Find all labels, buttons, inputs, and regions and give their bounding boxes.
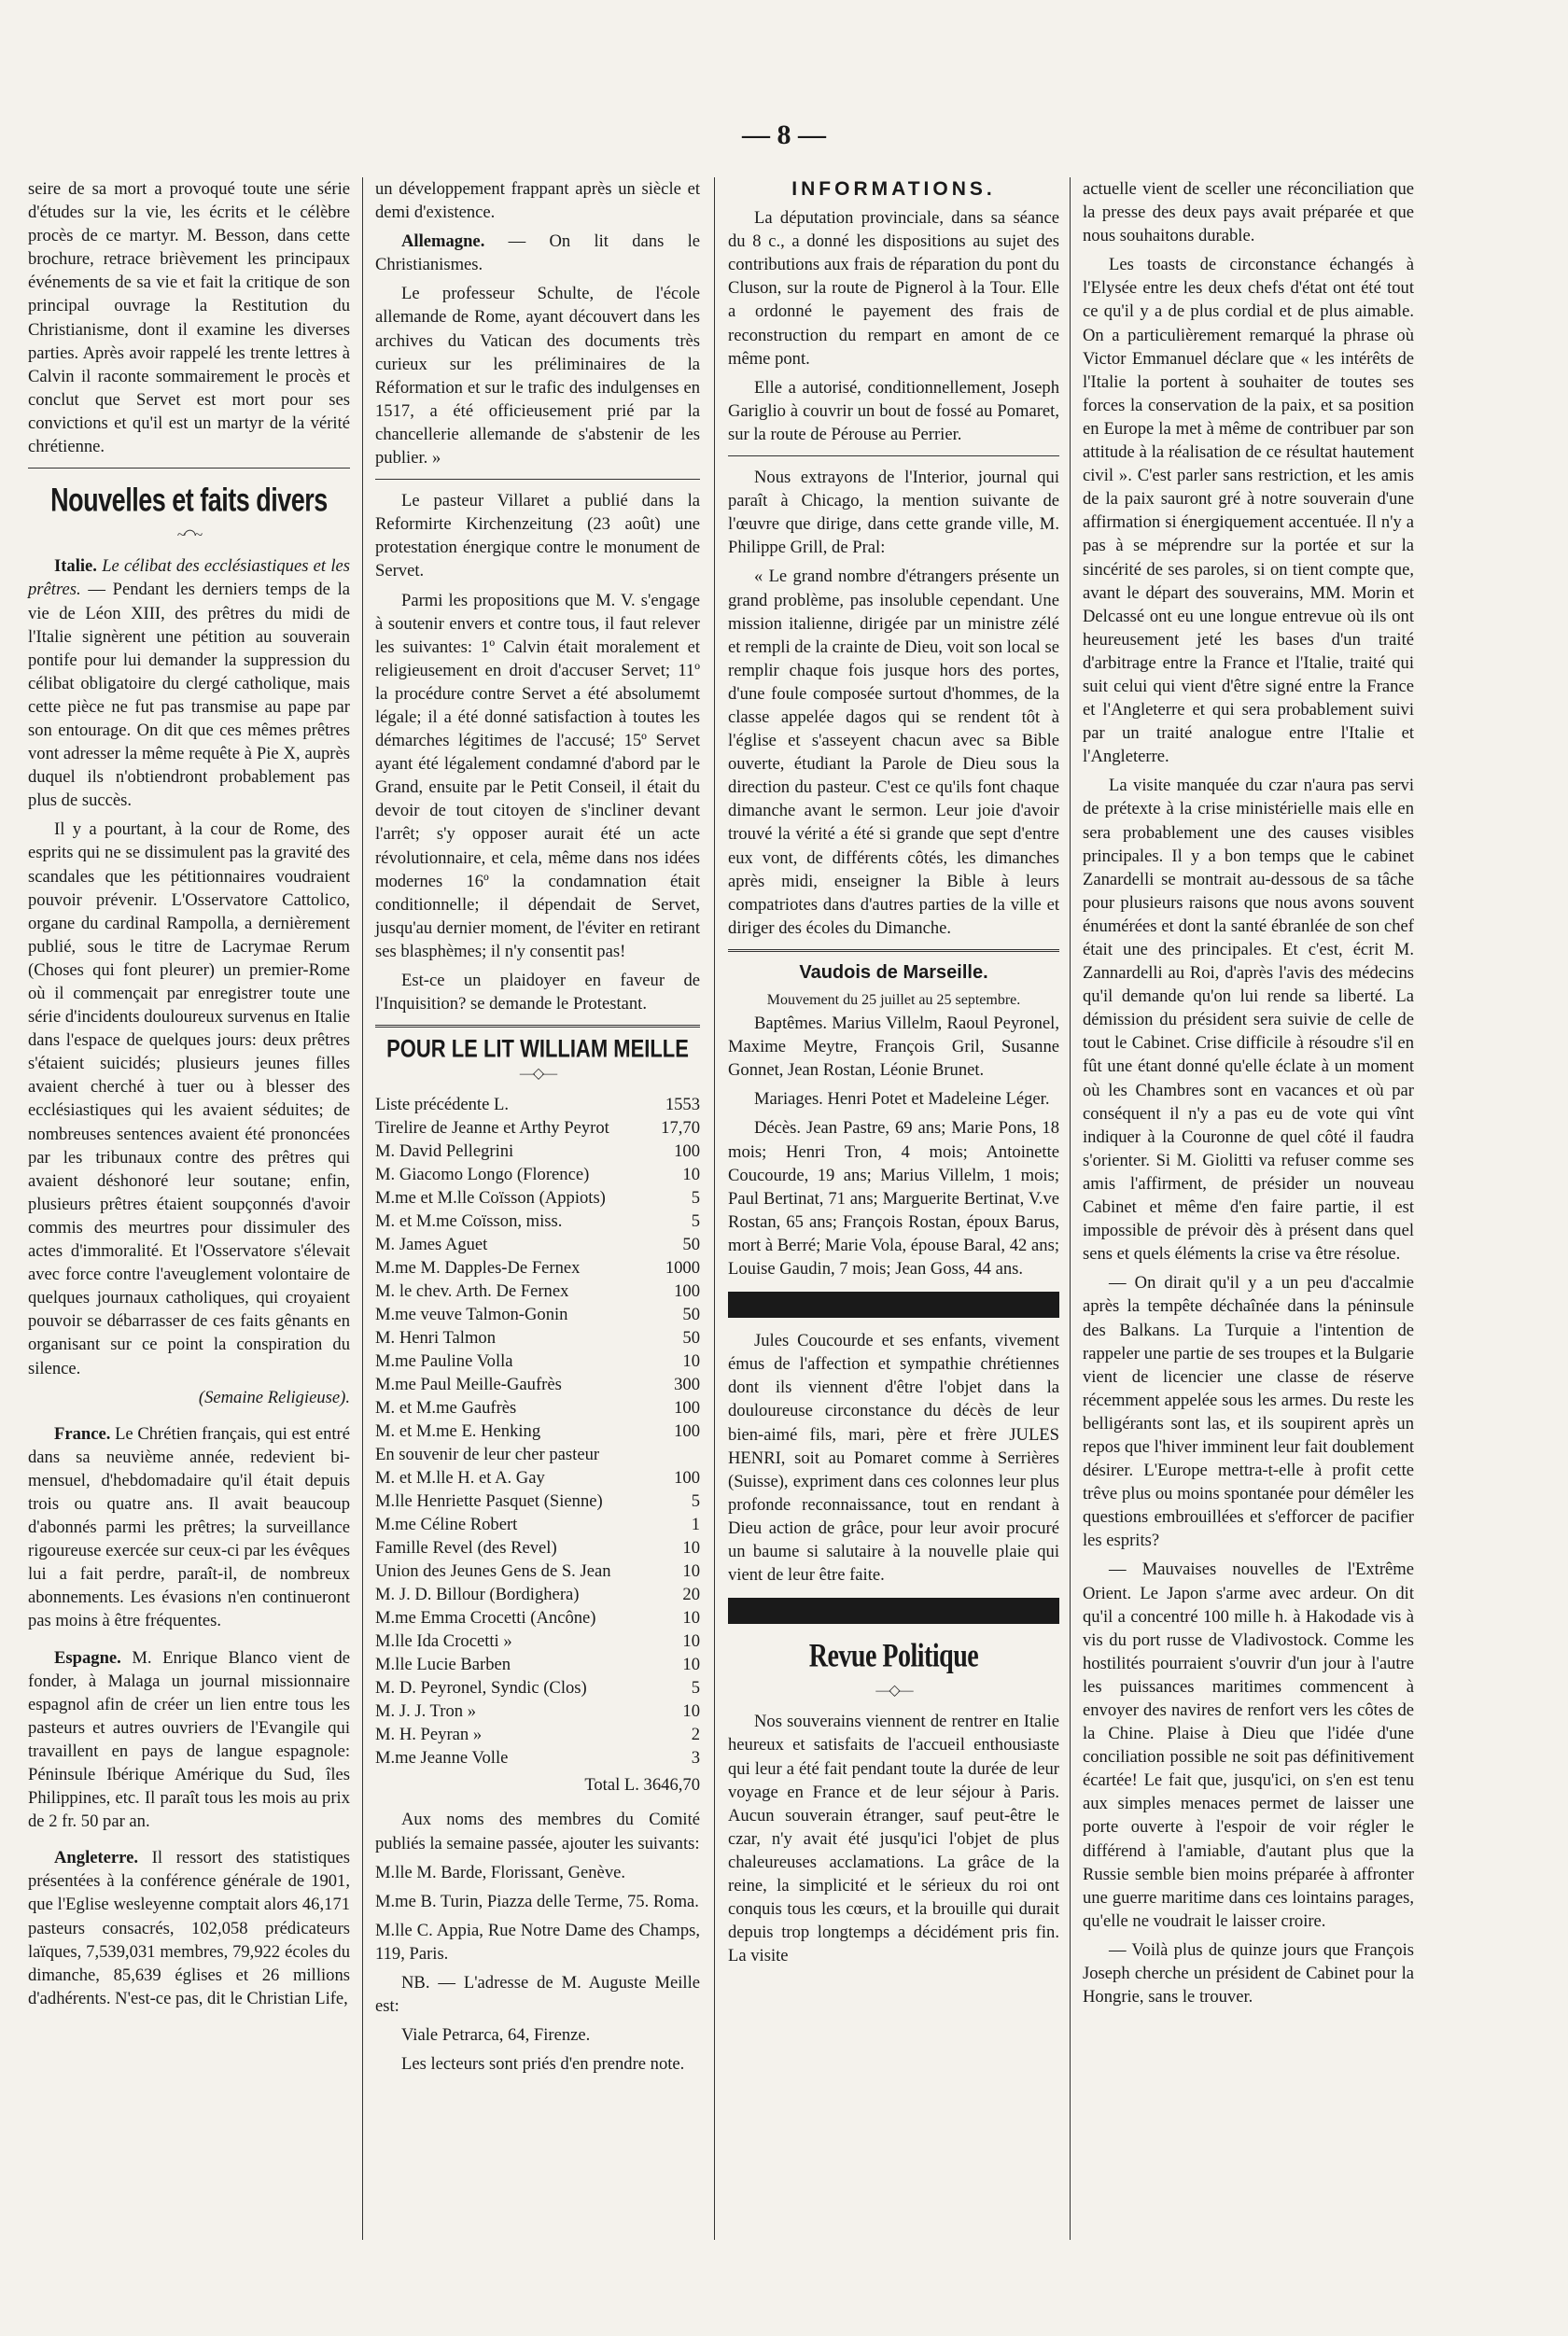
donation-amount: 1 <box>691 1515 700 1535</box>
donation-total: Total L. 3646,70 <box>584 1775 700 1796</box>
donor-name: M. et M.me E. Henking <box>375 1421 541 1442</box>
divider <box>728 455 1059 456</box>
donation-amount: 100 <box>674 1468 700 1489</box>
paragraph: — Mauvaises nouvelles de l'Extrême Orient. Le Japon s'arme avec ardeur. On dit qu'il a concentré 100 mille h. à Hakodade vis à vis du port russe de Vladivostock. Comme les hostilités pourraient s'ouvrir d'un jour à l'autre les puissances maritimes commencent à envoyer des navires de renfort vers les côtes de la Chine. Plaise à Dieu que l'idée d'une conciliation possible ne soit pas définitivement écartée! Le fait que, jusqu'ici, on s'en est tenu aux simples menaces permet de laisser une porte ouverte à l'espoir de voir régler le différend à l'amiable, d'autant plus que la Russie semble bien moins préparée à affronter une guerre maritime dans ces lointains parages, qu'elle ne voudrait le laisser croire. <box>1083 1560 1414 1931</box>
donation-row <box>375 1536 700 1560</box>
donation-row <box>375 1443 700 1466</box>
donation-row <box>375 1420 700 1443</box>
donation-row <box>375 1093 700 1116</box>
donor-name: M.me et M.lle Coïsson (Appiots) <box>375 1188 606 1209</box>
donor-name: M.me Emma Crocetti (Ancône) <box>375 1608 596 1629</box>
donation-amount: 10 <box>682 1608 700 1629</box>
lead-word: Espagne. <box>54 1647 121 1668</box>
column-rule <box>1070 177 1071 2240</box>
donation-list <box>375 1093 700 1769</box>
donation-row <box>375 1186 700 1210</box>
donor-name: M. J. J. Tron » <box>375 1701 476 1722</box>
donation-amount: 300 <box>674 1375 700 1395</box>
paragraph-espagne <box>28 1646 350 1834</box>
paragraph: Elle a autorisé, conditionnellement, Joseph Gariglio à couvrir un bout de fossé au Pomaret, sur la route de Pérouse au Perrier. <box>728 377 1059 444</box>
donation-row <box>375 1163 700 1186</box>
lead-word: France. <box>54 1423 111 1444</box>
paragraph: — Voilà plus de quinze jours que François Joseph cherche un président de Cabinet pour la Hongrie, sans le trouver. <box>1083 1939 1414 2007</box>
column-rule <box>714 177 715 2240</box>
address: M.me B. Turin, Piazza delle Terme, 75. Roma. <box>375 1891 699 1911</box>
ornament: ~◠~ <box>176 527 202 544</box>
paragraph: Aux noms des membres du Comité publiés la semaine passée, ajouter les suivants: <box>375 1810 700 1853</box>
donation-row <box>375 1116 700 1140</box>
donation-row <box>375 1560 700 1583</box>
donation-amount: 17,70 <box>661 1118 700 1139</box>
subheading: Le célibat des ecclésiastiques et les prêtres. <box>28 556 350 600</box>
donation-amount: 5 <box>691 1491 700 1512</box>
donation-amount: 100 <box>674 1421 700 1442</box>
donation-row <box>375 1490 700 1513</box>
donation-row <box>375 1233 700 1256</box>
donation-amount: 10 <box>682 1561 700 1582</box>
donation-amount: 3 <box>691 1748 700 1769</box>
donor-name: M. D. Peyronel, Syndic (Clos) <box>375 1678 587 1699</box>
donation-row <box>375 1373 700 1396</box>
mourning-bar <box>728 1598 1059 1624</box>
section-title: Nouvelles et faits divers <box>50 482 328 519</box>
lead-word: Allemagne. <box>401 231 485 252</box>
column-rule <box>362 177 363 2240</box>
donation-amount: 10 <box>682 1655 700 1675</box>
donor-name: M. Giacomo Longo (Florence) <box>375 1165 590 1185</box>
divider <box>375 1025 700 1028</box>
address: M.lle M. Barde, Florissant, Genève. <box>375 1862 626 1882</box>
paragraph-text: — Pendant les derniers temps de la vie de Léon XIII, des prêtres du midi de l'Italie signèrent une pétition au souverain pontife pour lui demander la suppression du célibat obligatoire du clergé catholique, mais cette pièce ne fut pas transmise au pape par son entourage. On dit que ces mêmes prêtres vont adresser la même requête à Pie X, auprès duquel ils n'obtiendront probablement pas plus de succès. <box>28 580 351 811</box>
donation-row <box>375 1700 700 1723</box>
paragraph: seire de sa mort a provoqué toute une série d'études sur la vie, les écrits et le célèbre procès de ce martyr. M. Besson, dans cette brochure, retrace brièvement les principaux événements de sa vie et fait la critique de son principal ouvrage la Restitution du Christianisme, dont il examine les diverses parties. Après avoir rappelé les trente lettres à Calvin il raconte sommairement le procès et conclut que Servet est mort pour ses convictions et qu'il est un martyr de la vérité chrétienne. <box>28 179 350 457</box>
paragraph: Il y a pourtant, à la cour de Rome, des esprits qui ne se dissimulent pas la gravité des scandales que les pétitionnaires voudraient pouvoir prévenir. L'Osservatore Cattolico, organe du cardinal Rampolla, a dernièrement publié, sous le titre de Lacrymae Rerum (Choses qui font pleurer) un premier-Rome où il commençait par enregistrer toute une série d'incidents douloureux survenus en Italie dans l'espace de quelques jours: deux prêtres s'étaient suicidés; plusieurs jeunes filles avaient cherché à tuer ou à blesser des ecclésiastiques qui les avaient séduites; de nombreuses sentences avaient été prononcées par les tribunaux contre des prêtres qui avaient déshonoré leur soutane; enfin, plusieurs prêtres étaient soupçonnés d'avoir commis des meurtres pour dissimuler des actes d'immoralité. Et l'Osservatore s'élevait avec force contre l'aveuglement volontaire de quelques journaux catholiques, qui croyaient pouvoir se débarrasser de ces faits gênants en organisant sur ce point la conspiration du silence. <box>28 819 350 1378</box>
paragraph-text: — On lit dans le Christianismes. <box>375 231 700 275</box>
donor-name: Famille Revel (des Revel) <box>375 1538 557 1559</box>
donation-amount: 10 <box>682 1701 700 1722</box>
donor-name: M.lle Henriette Pasquet (Sienne) <box>375 1491 603 1512</box>
paragraph: Nous extrayons de l'Interior, journal qui paraît à Chicago, la mention suivante de l'œuvre que dirige, dans cette grande ville, M. Philippe Grill, de Pral: <box>728 468 1059 558</box>
paragraph: Mariages. Henri Potet et Madeleine Léger. <box>754 1089 1050 1110</box>
donor-name: M. et M.lle H. et A. Gay <box>375 1468 545 1489</box>
paragraph: Les lecteurs sont priés d'en prendre note. <box>401 2054 685 2075</box>
source <box>28 1386 350 1409</box>
donation-amount: 10 <box>682 1165 700 1185</box>
paragraph: actuelle vient de sceller une réconciliation que la presse des deux pays avait préparée et que nous souhaitons durable. <box>1083 179 1414 246</box>
paragraph: La députation provinciale, dans sa séance du 8 c., a donné les dispositions au sujet des contributions aux frais de réparation du pont du Cluson, sur la route de Pignerol à la Tour. Elle a ordonné le payement des frais de reconstruction du rempart en amont de ce même pont. <box>728 208 1059 369</box>
donation-row <box>375 1513 700 1536</box>
donation-amount: 5 <box>691 1211 700 1232</box>
paragraph-allemagne <box>375 230 700 276</box>
donation-row <box>375 1466 700 1490</box>
donor-name: M. et M.me Gaufrès <box>375 1398 517 1419</box>
paragraph: La visite manquée du czar n'aura pas servi de prétexte à la crise ministérielle mais elle en sera probablement une des causes visibles principales. Il y a bon temps que le cabinet Zanardelli se montrait au-dessous de sa tâche pour plusieurs raisons que nous avons souvent énumérées et dont la santé ébranlée de son chef était une des principales. Et c'est, écrit M. Zannardelli au Roi, d'après l'avis des médecins qu'il demande qu'on lui rende sa liberté. La démission du président sera suivie de celle de tout le Cabinet. Crise difficile à résoudre s'il en fût une étant donné qu'elle éclate à un moment où les Chambres sont en vacances et où par conséquent il n'y a pas eu de vote qui vînt indiquer à la Couronne de quel côté il faudra s'orienter. Si M. Giolitti va refuser comme ses amis l'affirment, de présider un nouveau Cabinet et même d'en faire partie, il est impossible de prévoir dès à présent dans quel sens et quels éléments la crise va être résolue. <box>1083 776 1414 1265</box>
donation-row <box>375 1280 700 1303</box>
donation-row <box>375 1326 700 1350</box>
donor-name: M.lle Lucie Barben <box>375 1655 511 1675</box>
donation-amount: 20 <box>682 1585 700 1605</box>
column-1 <box>28 177 350 2016</box>
donation-amount: 5 <box>691 1678 700 1699</box>
mourning-bar <box>728 1292 1059 1318</box>
paragraph: Est-ce un plaidoyer en faveur de l'Inquisition? se demande le Protestant. <box>375 971 700 1014</box>
donor-name: M. J. D. Billour (Bordighera) <box>375 1585 580 1605</box>
donor-name: M.me Céline Robert <box>375 1515 518 1535</box>
donation-amount: 50 <box>682 1328 700 1349</box>
paragraph: NB. — L'adresse de M. Auguste Meille est: <box>375 1973 700 2017</box>
donor-name: M.me veuve Talmon-Gonin <box>375 1305 568 1325</box>
donor-name: M.me Pauline Volla <box>375 1351 513 1372</box>
paragraph-france <box>28 1422 350 1633</box>
paragraph-angleterre <box>28 1846 350 2010</box>
donation-amount: 50 <box>682 1235 700 1255</box>
column-4 <box>1083 177 1414 2014</box>
donation-amount: 5 <box>691 1188 700 1209</box>
donation-amount: 100 <box>674 1141 700 1162</box>
donation-amount: 100 <box>674 1398 700 1419</box>
paragraph-text: M. Enrique Blanco vient de fonder, à Malaga un journal missionnaire espagnol afin de créer un lien entre tous les pasteurs et autres ouvriers de l'Evangile qui travaillent en pays de langue espagnole: Péninsule Ibérique Amérique du Sud, îles Philippines, etc. Il paraît tous les mois au prix de 2 fr. 50 par an. <box>28 1647 350 1832</box>
donation-amount: 10 <box>682 1351 700 1372</box>
source-text: (Semaine Religieuse). <box>198 1387 350 1407</box>
donation-row <box>375 1630 700 1653</box>
divider <box>28 468 350 469</box>
paragraph: — On dirait qu'il y a un peu d'accalmie après la tempête déchaînée dans la péninsule des Balkans. La Turquie a l'intention de rappeler une partie de ses troupes et la Bulgarie vient de licencier une classe de réserve récemment appelée sous les armes. Du reste les belligérants sont las, et ils soupirent après un repos que l'hiver imminent leur fait doublement désirer. L'Europe mettra-t-elle à profit cette trêve plus ou moins spontanée pour démêler les questions embrouillées et s'efforcer de pacifier les esprits? <box>1083 1273 1414 1551</box>
donor-name: M.me Jeanne Volle <box>375 1748 509 1769</box>
ornament: —◇— <box>875 1683 912 1700</box>
paragraph-text: Le Chrétien français, qui est entré dans sa neuvième année, redevient bi-mensuel, d'hebdomadaire qu'il était depuis trois ou quatre ans. Il avait beaucoup d'abonnés parmi les prêtres; la surveillance rigoureuse exercée sur ceux-ci par les évêques lui a fait perdre, paraît-il, de nombreux abonnements. Les évasions n'en continueront pas moins à être fréquentes. <box>28 1423 351 1631</box>
lead-word: Italie. <box>54 556 97 577</box>
column-2 <box>375 177 700 2081</box>
donor-name: M.me M. Dapples-De Fernex <box>375 1258 581 1279</box>
donation-row <box>375 1583 700 1606</box>
paragraph: Décès. Jean Pastre, 69 ans; Marie Pons, 18 mois; Henri Tron, 4 mois; Antoinette Coucourde, 19 ans; Marius Villelm, 1 mois; Paul Bertinat, 71 ans; Marguerite Bertinat, V.ve Rostan, 65 ans; François Rostan, époux Barus, mort à Berré; Marie Vola, épouse Baral, 42 ans; Louise Gaudin, 7 mois; Jean Goss, 44 ans. <box>728 1118 1059 1280</box>
donation-row <box>375 1653 700 1676</box>
donor-name: M.me Paul Meille-Gaufrès <box>375 1375 562 1395</box>
donor-name: Union des Jeunes Gens de S. Jean <box>375 1561 611 1582</box>
donation-row <box>375 1676 700 1700</box>
donation-amount: 2 <box>691 1725 700 1745</box>
paragraph: Les toasts de circonstance échangés à l'Elysée entre les deux chefs d'état ont été tout ce qu'il y a de plus cordial et de plus aimable. On a particulièrement remarqué la phrase où Victor Emmanuel déclare que « les intérêts de l'Italie la portent à souhaiter de toutes ses forces la conservation de la paix, et sa position en Europe la met à même de contribuer par son attitude à la réalisation de ce résultat hautement civil ». C'est parler sans restriction, et les amis de la paix sauront gré à notre souverain d'une affirmation si énergiquement accentuée. Il n'y a pas à se méprendre sur la portée et sur la sincérité de ses paroles, si on tient compte que, avant le départ des souverains, MM. Morin et Delcassé ont eu une longue entrevue où ils ont heureusement jeté les bases d'un traité d'arbitrage entre la France et l'Italie, traité qui suit celui qui vient d'être signé entre la France et l'Angleterre et qui sera probablement suivi par un traité analogue entre l'Italie et l'Angleterre. <box>1083 255 1414 767</box>
donation-amount: 10 <box>682 1538 700 1559</box>
donor-name: Tirelire de Jeanne et Arthy Peyrot <box>375 1118 609 1139</box>
paragraph: Nos souverains viennent de rentrer en Italie heureux et satisfaits de l'accueil enthousiaste qui leur a été fait pendant toute la durée de leur voyage en France et de leur séjour à Paris. Aucun souverain étranger, sauf peut-être le czar, n'y avait été jusqu'ici l'objet de plus chaleureuses acclamations. La grâce de la reine, la simplicité et le sérieux du roi ont conquis tous les cœurs, et la brouille qui durait depuis trop longtemps a décidément pris fin. La visite <box>728 1712 1059 1966</box>
section-title: POUR LE LIT WILLIAM MEILLE <box>386 1034 689 1063</box>
donation-row <box>375 1210 700 1233</box>
donation-row <box>375 1140 700 1163</box>
paragraph: « Le grand nombre d'étrangers présente un grand problème, pas insoluble cependant. Une mission italienne, dirigée par un ministre zélé et rempli de la crainte de Dieu, voit son local se remplir chaque fois jusque hors des portes, d'une foule composée surtout d'hommes, de la classe appelée dagos qui se rendent tôt à l'église et s'asseyent chacun avec sa Bible ouverte, étudiant la Parole de Dieu sous la direction du pasteur. C'est ce qu'ils font chaque dimanche avant le sermon. Leur joie d'avoir trouvé la vérité a été si grande que sept d'entre eux vont, de différents côtés, les dimanches après midi, enseigner la Bible à leurs compatriotes dans d'autres parties de la ville et diriger des écoles du Dimanche. <box>728 567 1059 938</box>
donation-row <box>375 1303 700 1326</box>
donation-amount: 50 <box>682 1305 700 1325</box>
donation-row <box>375 1256 700 1280</box>
divider <box>728 949 1059 952</box>
donation-row <box>375 1606 700 1630</box>
donor-name: Liste précédente L. <box>375 1095 509 1115</box>
paragraph-text: Il ressort des statistiques présentées à la conférence générale de 1901, que l'Eglise wesleyenne comptait alors 46,171 pasteurs consacrés, 102,058 prédicateurs laïques, 7,539,031 membres, 79,922 écoles du dimanche, 85,639 églises et 26 millions d'adhérents. N'est-ce pas, dit le Christian Life, <box>28 1848 351 2008</box>
donor-name: M. H. Peyran » <box>375 1725 483 1745</box>
donation-row <box>375 1396 700 1420</box>
donor-name: M. le chev. Arth. De Fernex <box>375 1281 569 1302</box>
divider <box>375 479 700 480</box>
donor-name: M. David Pellegrini <box>375 1141 514 1162</box>
donation-amount: 1553 <box>665 1095 700 1115</box>
paragraph: Baptêmes. Marius Villelm, Raoul Peyronel, Maxime Meytre, François Gril, Susanne Gonnet, Jean Rostan, Léonie Brunet. <box>728 1014 1059 1081</box>
address: M.lle C. Appia, Rue Notre Dame des Champs, 119, Paris. <box>375 1920 700 1964</box>
donor-name: M.lle Ida Crocetti » <box>375 1631 512 1652</box>
ornament: —◇— <box>519 1066 556 1083</box>
donation-amount: 100 <box>674 1281 700 1302</box>
donation-amount: 10 <box>682 1631 700 1652</box>
section-title: Vaudois de Marseille. <box>799 961 988 983</box>
donation-amount <box>644 1443 700 1466</box>
section-title: Revue Politique <box>808 1637 979 1675</box>
subtitle: Mouvement du 25 juillet au 25 septembre. <box>766 992 1021 1008</box>
column-3 <box>728 177 1059 1973</box>
paragraph: Jules Coucourde et ses enfants, vivement émus de l'affection et sympathie chrétiennes dont ils viennent d'être l'objet dans la douloureuse circonstance du décès de leur bien-aimé fils, mari, père et frère JULES HENRI, soit au Pomaret comme à Serrières (Suisse), expriment dans ces colonnes leur plus profonde reconnaissance, tout en rendant à Dieu action de grâce, pour leur avoir procuré un baume si salutaire à la nouvelle plaie qui vient de leur être faite. <box>728 1331 1059 1586</box>
address: Viale Petrarca, 64, Firenze. <box>401 2025 591 2046</box>
paragraph-italie <box>28 554 350 812</box>
paragraph: Parmi les propositions que M. V. s'engage à soutenir envers et contre tous, il faut relever les suivantes: 1º Calvin était moralement et religieusement en droit d'accuser Servet; 11º la procédure contre Servet a été absolumemt légale; il a été donné satisfaction à toutes les démarches légitimes de l'accusé; 15º Servet ayant été légalement condamné d'abord par le Grand, ensuite par le Petit Conseil, il était du devoir de tout citoyen de s'incliner devant l'arrêt; s'y opposer aurait été un acte révolutionnaire, et cela, même dans nos idées modernes 16º la condamnation était conditionnelle; il dépendait de Servet, jusqu'au dernier moment, de l'éviter en retirant ses blasphèmes; il n'y consentit pas! <box>375 590 700 961</box>
section-title: INFORMATIONS. <box>791 178 996 200</box>
page-number: — 8 — <box>742 119 826 150</box>
donation-row <box>375 1723 700 1746</box>
paragraph: un développement frappant après un siècle et demi d'existence. <box>375 179 700 223</box>
paragraph: Le professeur Schulte, de l'école allemande de Rome, ayant découvert dans les archives du Vatican des documents très curieux sur les préliminaires de la Réformation et sur le trafic des indulgenses en 1517, a été officieusement prié par la chancellerie allemande de s'abstenir de les publier. » <box>375 284 700 469</box>
donor-name: En souvenir de leur cher pasteur <box>375 1445 600 1465</box>
lead-word: Angleterre. <box>54 1848 138 1868</box>
donor-name: M. et M.me Coïsson, miss. <box>375 1211 563 1232</box>
donor-name: M. Henri Talmon <box>375 1328 497 1349</box>
donation-row <box>375 1350 700 1373</box>
donation-row <box>375 1746 700 1769</box>
donation-amount: 1000 <box>665 1258 700 1279</box>
paragraph: Le pasteur Villaret a publié dans la Reformirte Kirchenzeitung (23 août) une protestation énergique contre le monument de Servet. <box>375 491 700 581</box>
donor-name: M. James Aguet <box>375 1235 488 1255</box>
